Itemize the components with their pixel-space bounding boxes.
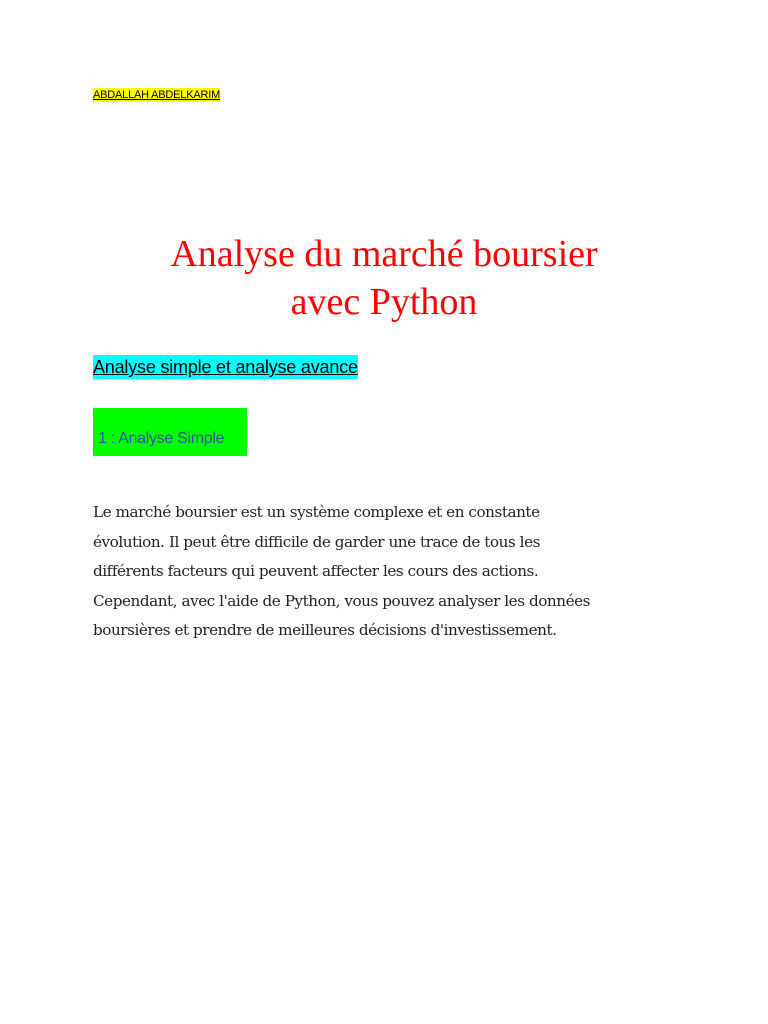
section-heading-box bbox=[93, 408, 247, 456]
title-line-2: avec Python bbox=[290, 281, 478, 323]
paragraph-line: évolution. Il peut être difficile de garder une trace de tous les bbox=[93, 532, 540, 551]
author-name: ABDALLAH ABDELKARIM bbox=[93, 89, 221, 101]
paragraph-line: boursières et prendre de meilleures décisions d'investissement. bbox=[93, 621, 557, 639]
title-line-1: Analyse du marché boursier bbox=[170, 233, 598, 275]
paragraph-line: Cependant, avec l'aide de Python, vous pouvez analyser les données bbox=[93, 591, 590, 610]
subtitle-heading: Analyse simple et analyse avance bbox=[93, 357, 358, 377]
section-heading: 1 : Analyse Simple bbox=[98, 430, 225, 447]
document-title bbox=[0, 230, 768, 326]
paragraph-line: Le marché boursier est un système complexe et en constante bbox=[93, 503, 540, 521]
paragraph-line: différents facteurs qui peuvent affecter les cours des actions. bbox=[93, 562, 539, 580]
body-paragraph bbox=[93, 498, 683, 646]
